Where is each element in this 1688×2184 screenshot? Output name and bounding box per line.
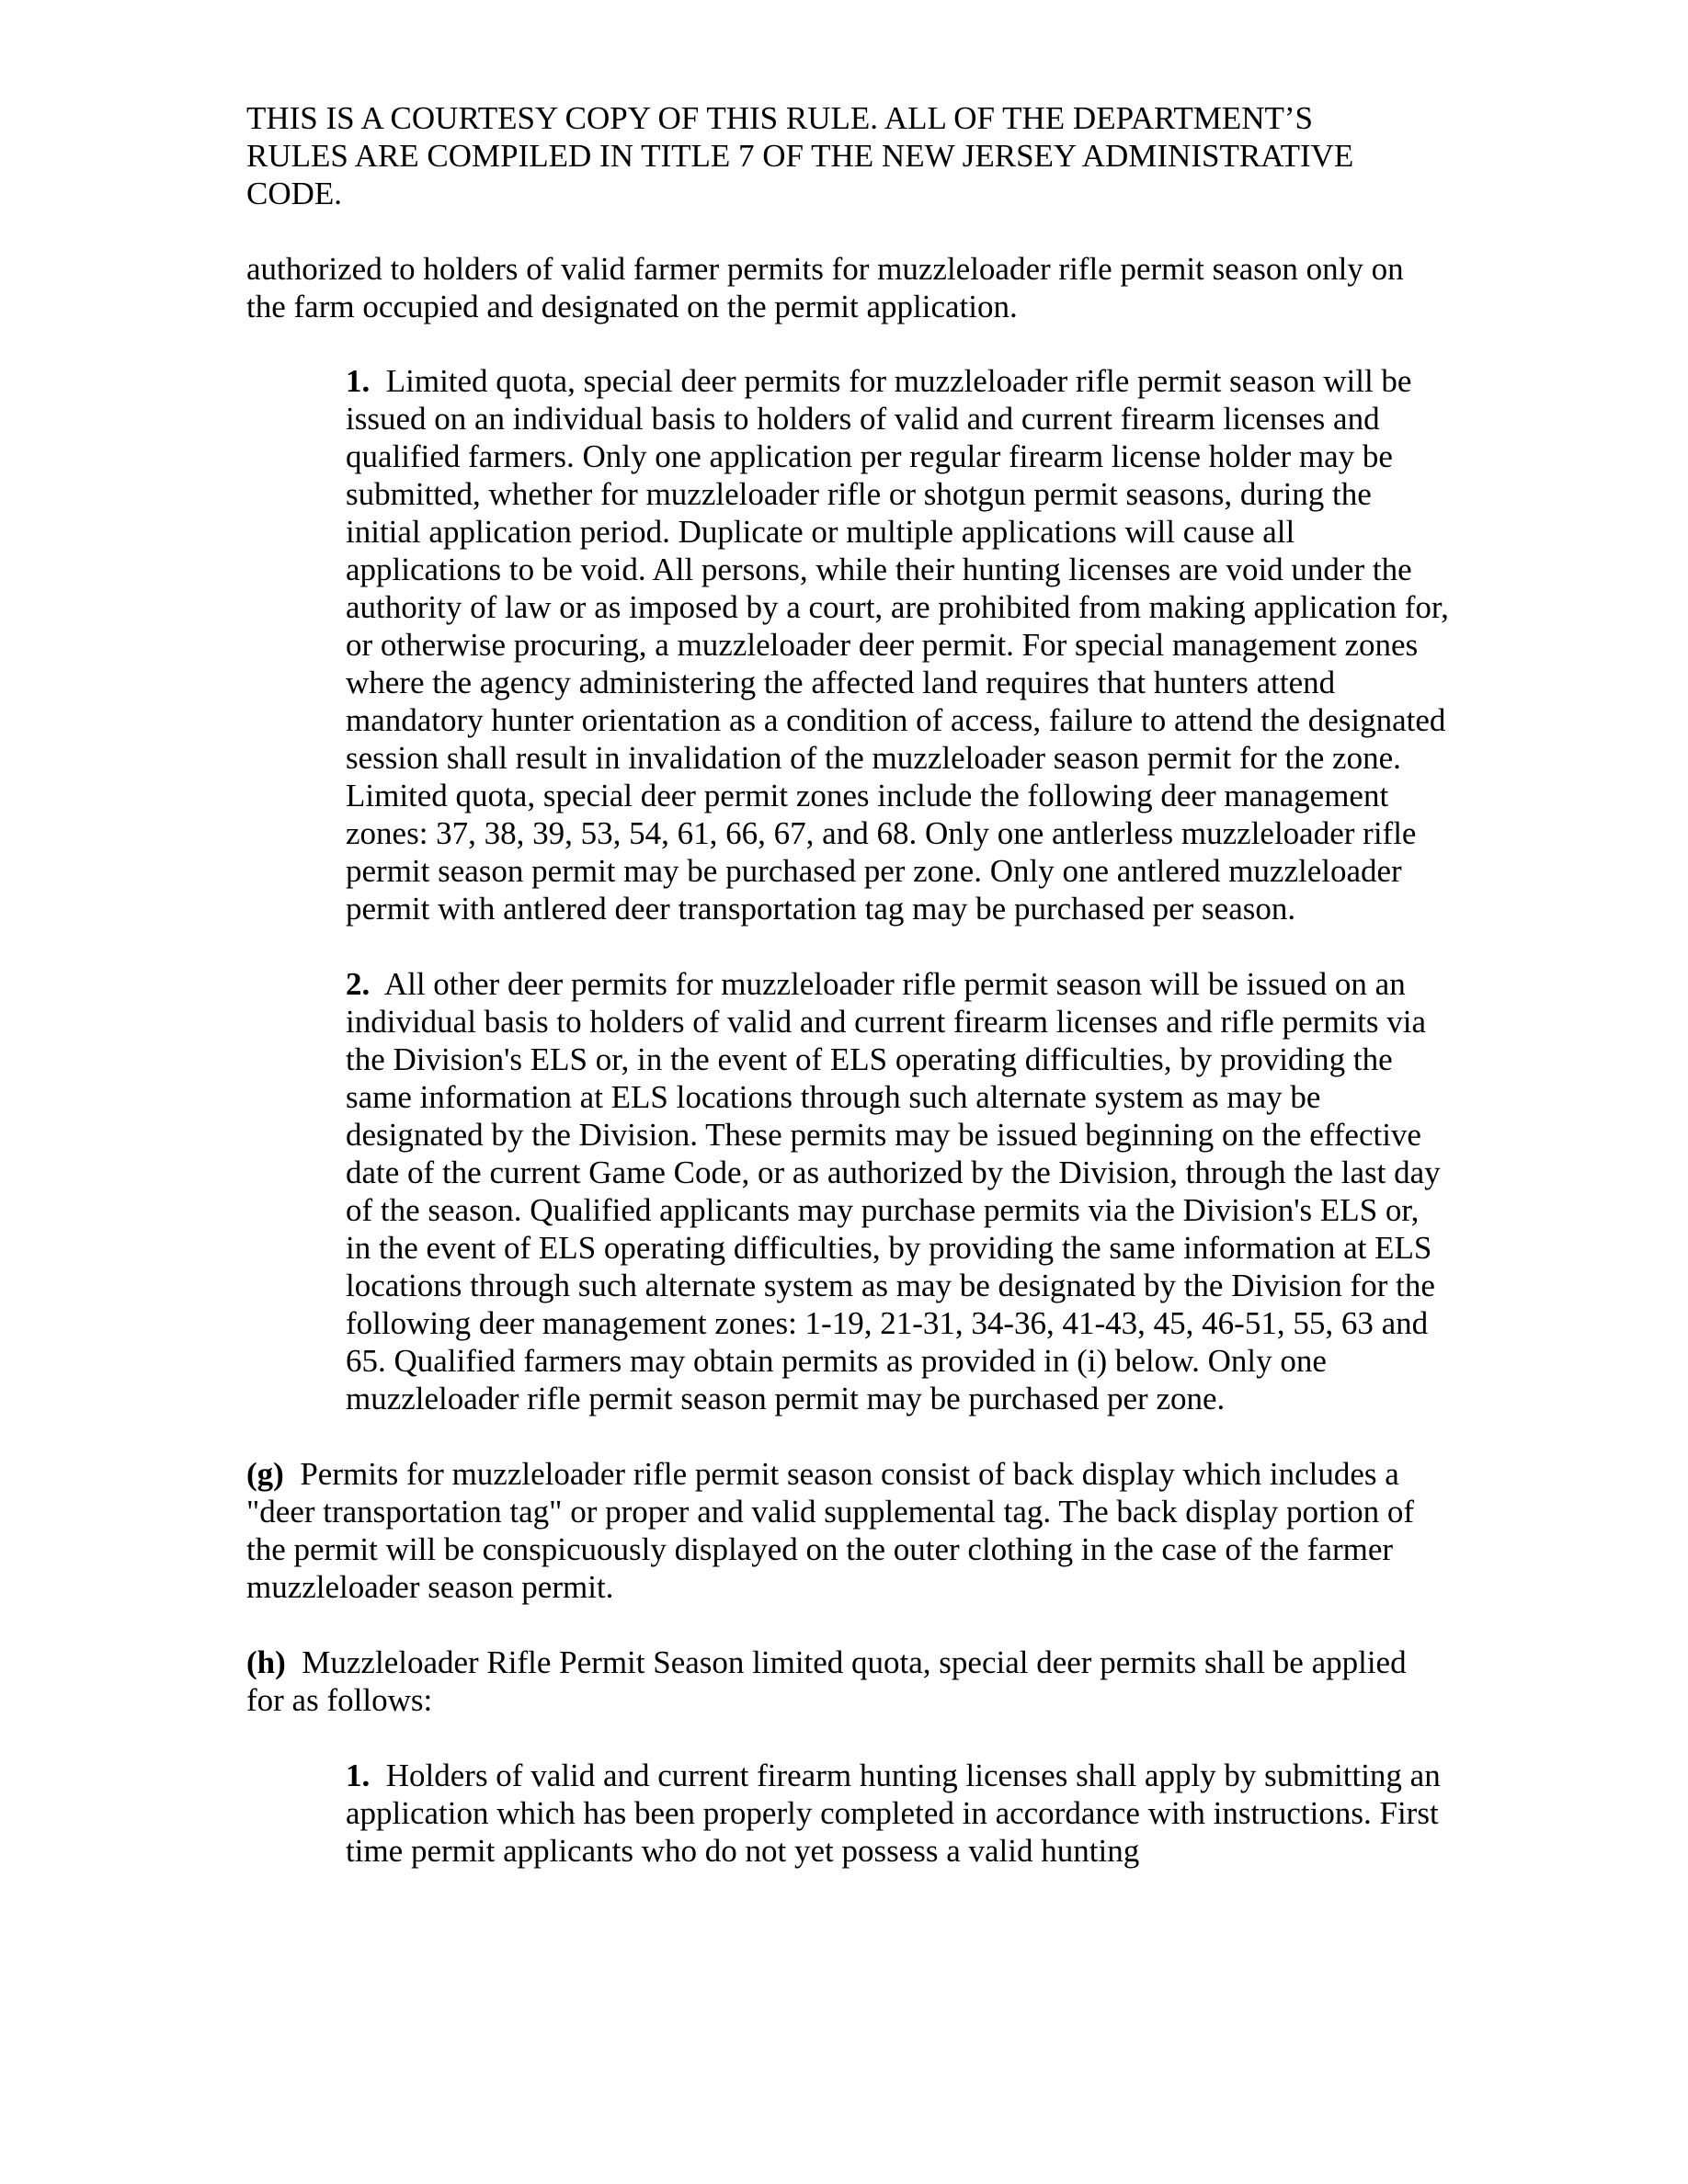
section-label: (g) — [246, 1456, 284, 1492]
courtesy-notice: THIS IS A COURTESY COPY OF THIS RULE. ALL OF THE DEPARTMENT’S RULES ARE COMPILED IN TITLE 7 OF THE NEW JERSEY ADMINISTRATIVE CODE. — [246, 100, 1354, 211]
section-text: Muzzleloader Rifle Permit Season limited quota, special deer permits shall be applied for as follows: — [246, 1644, 1407, 1718]
section-paragraph — [246, 1644, 1451, 1719]
item-number: 1. — [346, 1757, 371, 1793]
document-page — [246, 99, 1451, 1870]
section-text: Permits for muzzleloader rifle permit season consist of back display which includes a "deer transportation tag" or proper and valid supplemental tag. The back display portion of the permit will be conspicuously displayed on the outer clothing in the case of the farmer muzzleloader season permit. — [246, 1456, 1415, 1605]
item-text: Holders of valid and current firearm hunting licenses shall apply by submitting an application which has been properly completed in accordance with instructions. First time permit applicants who do not yet possess a valid hunting — [346, 1757, 1441, 1869]
continuation-paragraph: authorized to holders of valid farmer permits for muzzleloader rifle permit season only on the farm occupied and designated on the permit application. — [246, 251, 1404, 324]
item-text: Limited quota, special deer permits for muzzleloader rifle permit season will be issued on an individual basis to holders of valid and current firearm licenses and qualified farmers. Only one application per regular firearm license holder may be submitted, whether for muzzleloader rifle or shotgun permit seasons, during the initial application period. Duplicate or multiple applications will cause all applications to be void. All persons, while their hunting licenses are void under the authority of law or as imposed by a court, are prohibited from making application for, or otherwise procuring, a muzzleloader deer permit. For special management zones where the agency administering the affected land requires that hunters attend mandatory hunter orientation as a condition of access, failure to attend the designated session shall result in invalidation of the muzzleloader season permit for the zone. Limited quota, special deer permit zones include the following deer management zones: 37, 38, 39, 53, 54, 61, 66, 67, and 68. Only one antlerless muzzleloader rifle permit season permit may be purchased per zone. Only one antlered muzzleloader permit with antlered deer transportation tag may be purchased per season. — [346, 363, 1449, 927]
item-number: 1. — [346, 363, 371, 399]
list-item — [346, 1757, 1451, 1870]
item-number: 2. — [346, 966, 371, 1002]
list-item — [346, 965, 1451, 1417]
section-paragraph — [246, 1455, 1451, 1606]
item-text: All other deer permits for muzzleloader rifle permit season will be issued on an individual basis to holders of valid and current firearm licenses and rifle permits via the Division's ELS or, in the event of ELS operating difficulties, by providing the same information at ELS locations through such alternate system as may be designated by the Division. These permits may be issued beginning on the effective date of the current Game Code, or as authorized by the Division, through the last day of the season. Qualified applicants may purchase permits via the Division's ELS or, in the event of ELS operating difficulties, by providing the same information at ELS locations through such alternate system as may be designated by the Division for the following deer management zones: 1-19, 21-31, 34-36, 41-43, 45, 46-51, 55, 63 and 65. Qualified farmers may obtain permits as provided in (i) below. Only one muzzleloader rifle permit season permit may be purchased per zone. — [346, 966, 1441, 1416]
section-label: (h) — [246, 1644, 286, 1680]
list-item — [346, 362, 1451, 927]
